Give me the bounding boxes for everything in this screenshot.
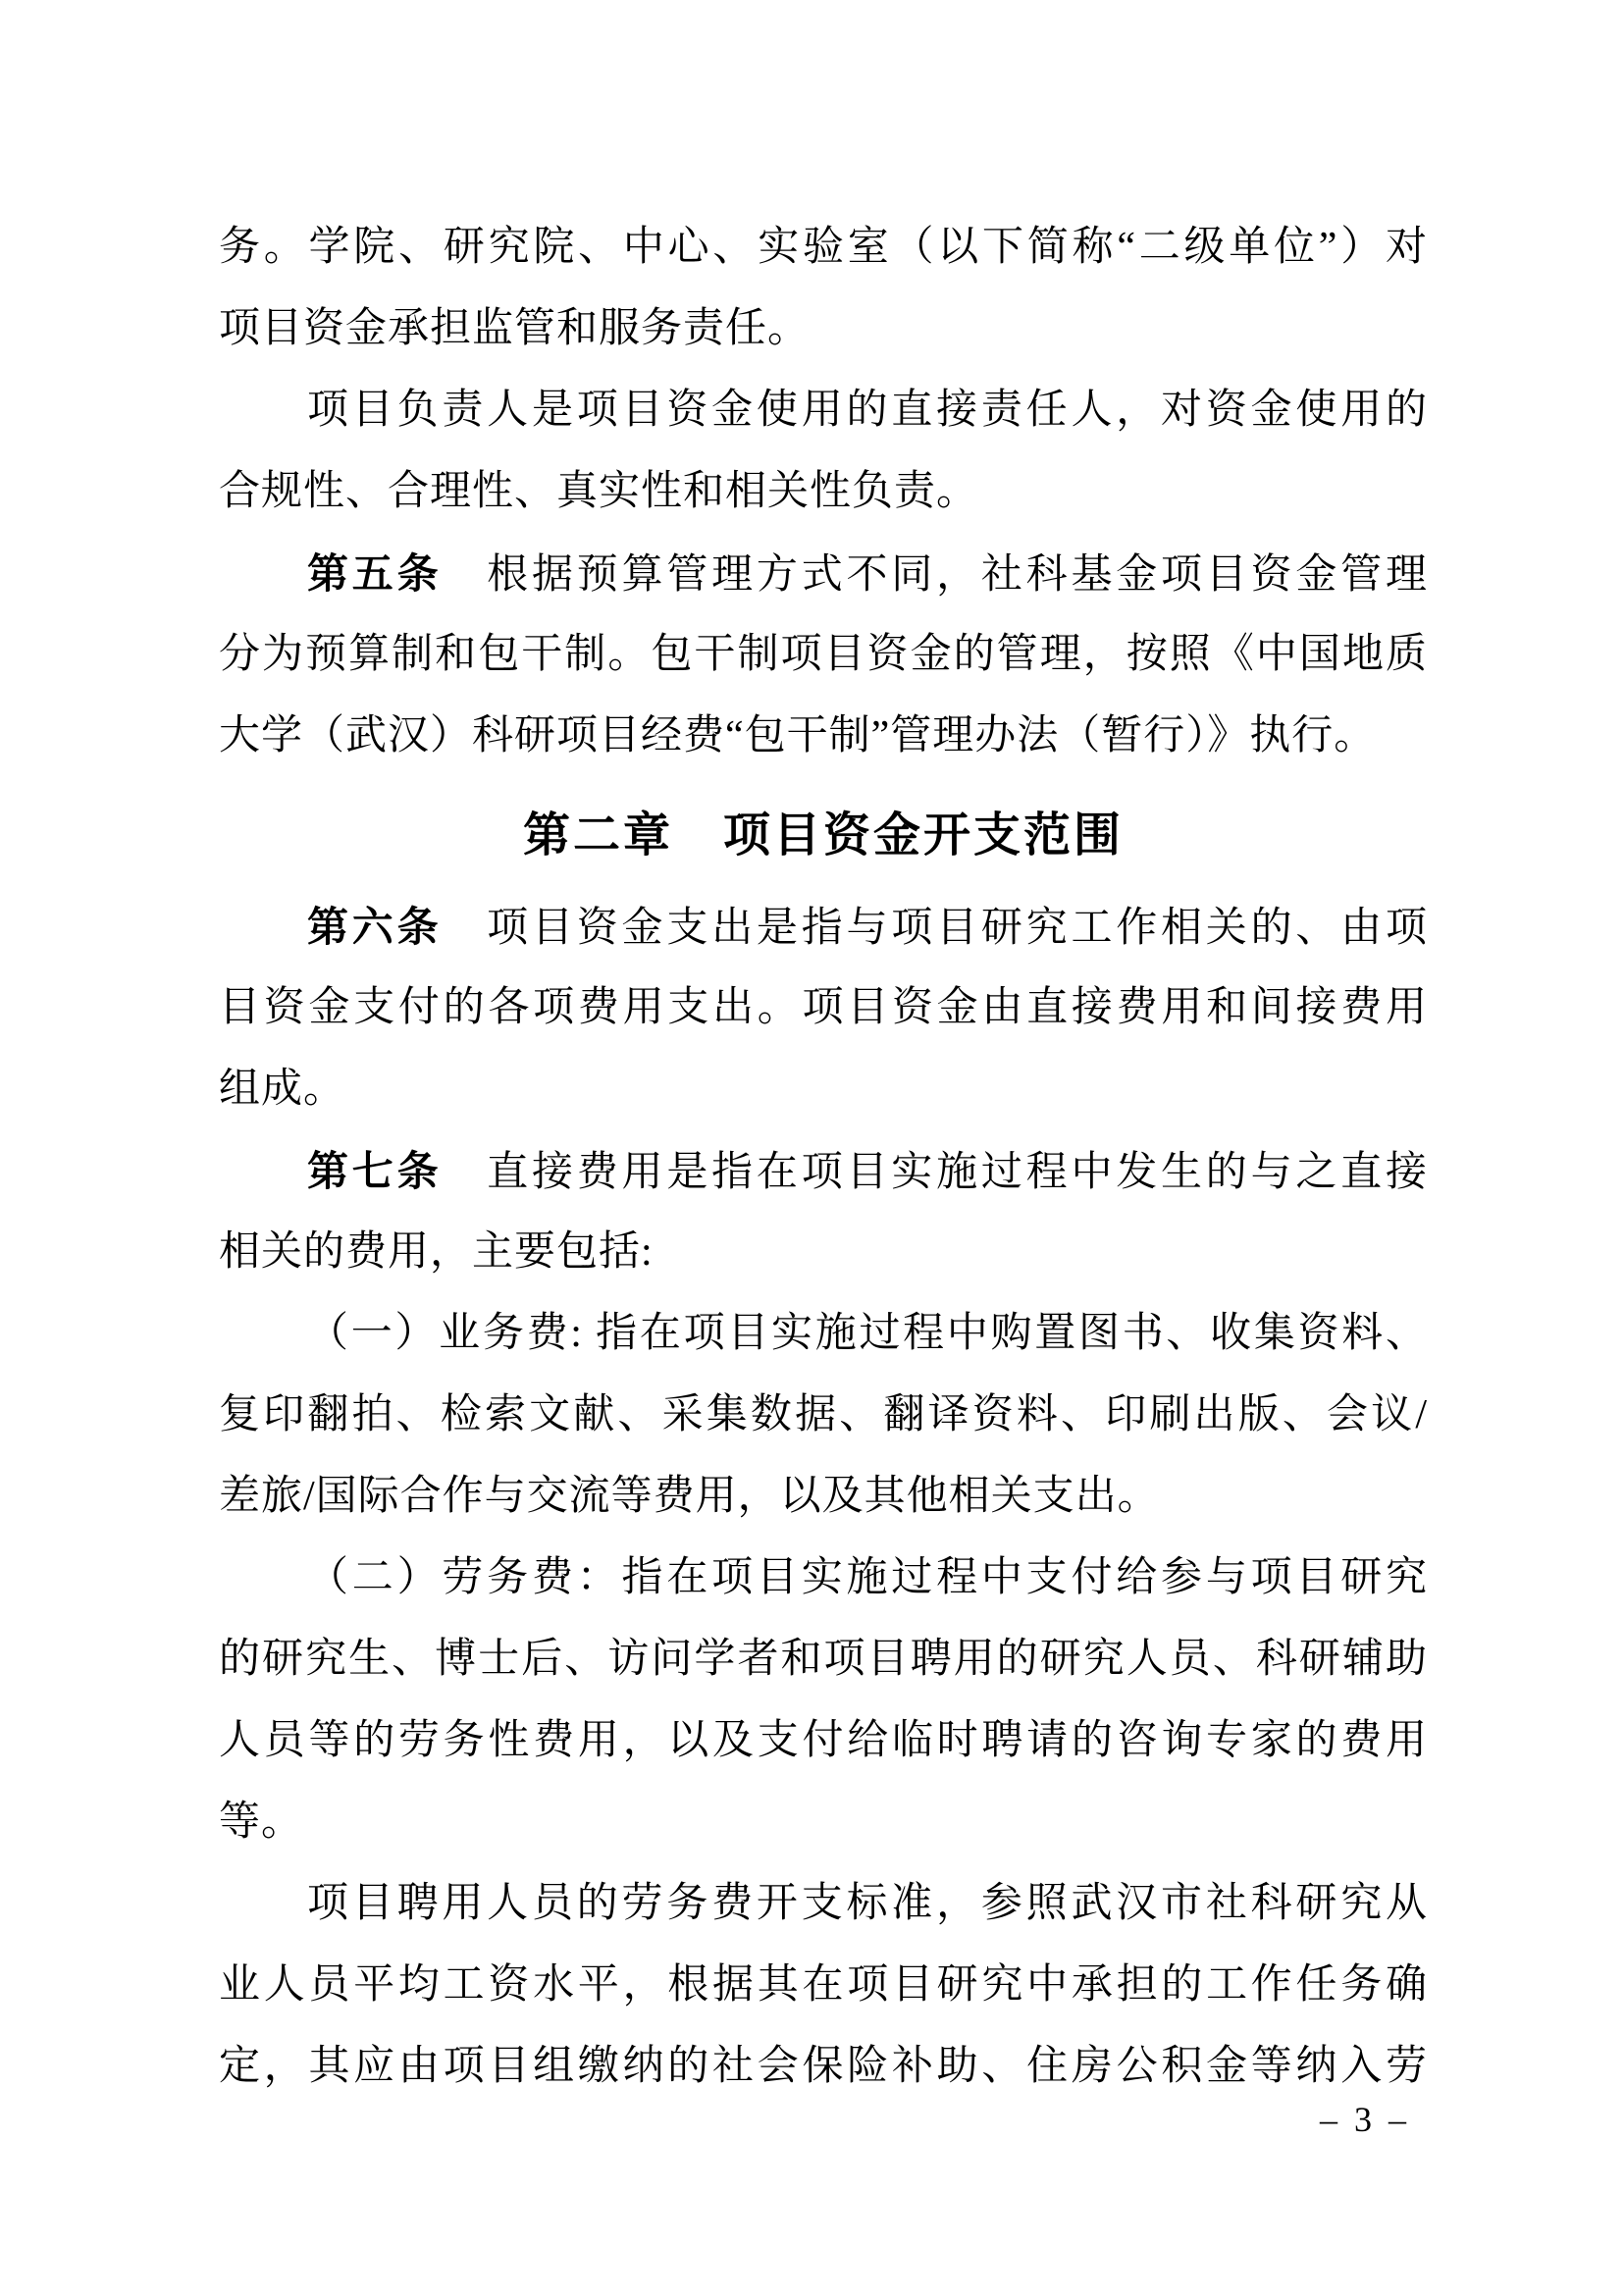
text-run: 项目资金支出是指与项目研究工作相关的、由项 bbox=[442, 906, 1428, 951]
text-line bbox=[219, 967, 1428, 1049]
text-run: 人员等的劳务性费用，以及支付给临时聘请的咨询专家的费用 bbox=[219, 1718, 1428, 1763]
text-line bbox=[219, 886, 1428, 967]
text-line bbox=[219, 1782, 1428, 1863]
text-run: 组成。 bbox=[219, 1067, 346, 1112]
text-run: 直接费用是指在项目实施过程中发生的与之直接 bbox=[442, 1150, 1428, 1195]
text-line bbox=[219, 1945, 1428, 2026]
text-line bbox=[219, 1049, 1428, 1130]
text-line bbox=[219, 1375, 1428, 1456]
text-run: （一）业务费: 指在项目实施过程中购置图书、收集资料、 bbox=[307, 1311, 1428, 1356]
bold-text-run: 第二章 项目资金开支范围 bbox=[522, 809, 1124, 861]
text-run: 等。 bbox=[219, 1800, 304, 1845]
text-run: 差旅/国际合作与交流等费用，以及其他相关支出。 bbox=[219, 1474, 1160, 1519]
text-run: 的研究生、博士后、访问学者和项目聘用的研究人员、科研辅助 bbox=[219, 1637, 1428, 1682]
text-run: 业人员平均工资水平，根据其在项目研究中承担的工作任务确 bbox=[219, 1962, 1428, 2008]
text-run: 根据预算管理方式不同，社科基金项目资金管理 bbox=[442, 552, 1428, 598]
text-run: 目资金支付的各项费用支出。项目资金由直接费用和间接费用 bbox=[219, 985, 1428, 1030]
bold-text-run: 第六条 bbox=[307, 904, 443, 950]
text-run: 项目聘用人员的劳务费开支标准，参照武汉市社科研究从 bbox=[307, 1881, 1428, 1926]
text-run: 定，其应由项目组缴纳的社会保险补助、住房公积金等纳入劳 bbox=[219, 2044, 1428, 2089]
text-run: （二）劳务费：指在项目实施过程中支付给参与项目研究 bbox=[307, 1555, 1428, 1600]
chapter-heading bbox=[219, 801, 1428, 871]
text-line bbox=[219, 533, 1428, 614]
text-run: 项目负责人是项目资金使用的直接责任人，对资金使用的 bbox=[307, 388, 1428, 433]
text-run: 相关的费用，主要包括: bbox=[219, 1229, 654, 1275]
page-number bbox=[1320, 2098, 1410, 2141]
text-run: 项目资金承担监管和服务责任。 bbox=[219, 306, 811, 351]
text-line bbox=[219, 288, 1428, 370]
page-number-text: – 3 – bbox=[1320, 2100, 1410, 2139]
text-line bbox=[219, 696, 1428, 777]
bold-text-run: 第五条 bbox=[307, 550, 443, 597]
text-line bbox=[219, 207, 1428, 288]
text-line bbox=[219, 451, 1428, 533]
text-run: 复印翻拍、检索文献、采集数据、翻译资料、印刷出版、会议/ bbox=[219, 1392, 1428, 1437]
text-line bbox=[219, 1619, 1428, 1700]
text-line bbox=[219, 1863, 1428, 1945]
text-run: 务。学院、研究院、中心、实验室（以下简称“二级单位”）对 bbox=[219, 225, 1428, 270]
text-run: 大学（武汉）科研项目经费“包干制”管理办法（暂行）》执行。 bbox=[219, 713, 1377, 758]
text-line bbox=[219, 1538, 1428, 1619]
text-line bbox=[219, 614, 1428, 696]
text-line bbox=[219, 2026, 1428, 2108]
text-line bbox=[219, 370, 1428, 451]
text-line bbox=[219, 1130, 1428, 1212]
bold-text-run: 第七条 bbox=[307, 1148, 443, 1194]
text-line bbox=[219, 1700, 1428, 1782]
text-run: 合规性、合理性、真实性和相关性负责。 bbox=[219, 469, 979, 514]
text-line bbox=[219, 1456, 1428, 1538]
text-run: 分为预算制和包干制。包干制项目资金的管理，按照《中国地质 bbox=[219, 632, 1428, 677]
text-line bbox=[219, 1212, 1428, 1293]
text-line bbox=[219, 1293, 1428, 1375]
document-body bbox=[219, 207, 1428, 2108]
